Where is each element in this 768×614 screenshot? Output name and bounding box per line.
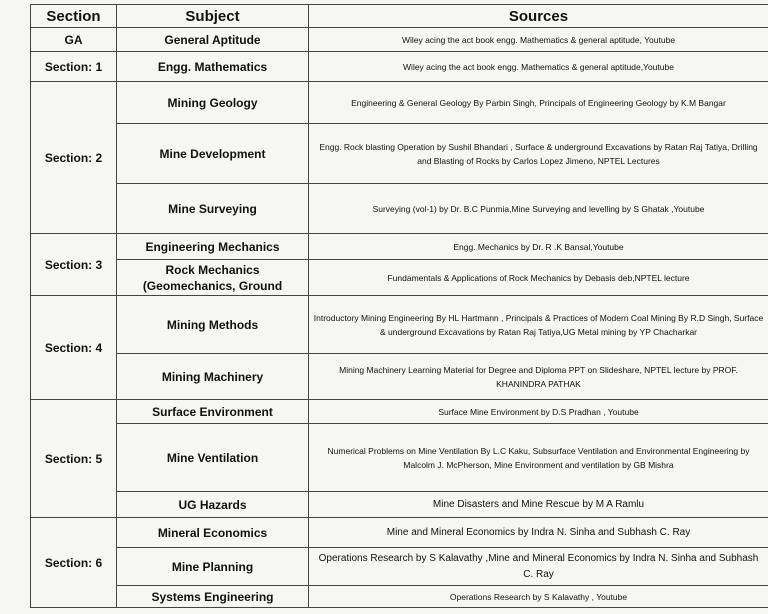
- subject-cell: Mining Geology: [117, 82, 309, 124]
- subject-cell: General Aptitude: [117, 28, 309, 52]
- header-row: [31, 5, 768, 28]
- subject-cell: Mining Machinery: [117, 354, 309, 400]
- source-cell: Engineering & General Geology By Parbin Singh, Principals of Engineering Geology by K.M Bangar: [309, 82, 768, 124]
- subject-cell: Engg. Mathematics: [117, 52, 309, 82]
- subject-cell: Mine Planning: [117, 548, 309, 586]
- table-row: [31, 586, 768, 608]
- section-cell: GA: [31, 28, 117, 52]
- subject-cell: Engineering Mechanics: [117, 234, 309, 260]
- table-row: [31, 548, 768, 586]
- table-row: [31, 518, 768, 548]
- subject-cell: Mine Surveying: [117, 184, 309, 234]
- source-cell: Numerical Problems on Mine Ventilation By L.C Kaku, Subsurface Ventilation and Environmental Engineering by Malcolm J. McPherson, Mine Environment and ventilation by GB Mishra: [309, 424, 768, 492]
- section-cell: Section: 5: [31, 400, 117, 518]
- subject-cell: Mineral Economics: [117, 518, 309, 548]
- section-cell: Section: 3: [31, 234, 117, 296]
- subject-header: Subject: [117, 5, 309, 28]
- source-cell: Surface Mine Environment by D.S Pradhan , Youtube: [309, 400, 768, 424]
- source-cell: Wiley acing the act book engg. Mathematics & general aptitude,Youtube: [309, 52, 768, 82]
- sources-header: Sources: [309, 5, 768, 28]
- subject-cell: Surface Environment: [117, 400, 309, 424]
- section-cell: Section: 1: [31, 52, 117, 82]
- table-row: [31, 296, 768, 354]
- source-cell: Wiley acing the act book engg. Mathematics & general aptitude, Youtube: [309, 28, 768, 52]
- subject-cell: Rock Mechanics (Geomechanics, Ground: [117, 260, 309, 296]
- source-cell: Operations Research by S Kalavathy , Youtube: [309, 586, 768, 608]
- source-cell: Engg. Mechanics by Dr. R .K Bansal,Youtube: [309, 234, 768, 260]
- source-cell: Engg. Rock blasting Operation by Sushil Bhandari , Surface & underground Excavations by Ratan Raj Tatiya, Drilling and Blasting of Rocks by Carlos Lopez Jimeno, NPTEL Lectures: [309, 124, 768, 184]
- source-cell: Mine Disasters and Mine Rescue by M A Ramlu: [309, 492, 768, 518]
- source-cell: Introductory Mining Engineering By HL Hartmann , Principals & Practices of Modern Coal Mining By R.D Singh, Surface & underground Excavations by Ratan Raj Tatiya,UG Metal mining by YP Chacharkar: [309, 296, 768, 354]
- section-cell: Section: 6: [31, 518, 117, 608]
- table-row: [31, 28, 768, 52]
- table-row: [31, 184, 768, 234]
- table-row: [31, 124, 768, 184]
- table-row: [31, 260, 768, 296]
- source-cell: Fundamentals & Applications of Rock Mechanics by Debasis deb,NPTEL lecture: [309, 260, 768, 296]
- source-cell: Surveying (vol-1) by Dr. B.C Punmia,Mine Surveying and levelling by S Ghatak ,Youtube: [309, 184, 768, 234]
- section-cell: Section: 4: [31, 296, 117, 400]
- source-cell: Mine and Mineral Economics by Indra N. Sinha and Subhash C. Ray: [309, 518, 768, 548]
- table-row: [31, 424, 768, 492]
- source-cell: Mining Machinery Learning Material for Degree and Diploma PPT on Slideshare, NPTEL lecture by PROF. KHANINDRA PATHAK: [309, 354, 768, 400]
- section-header: Section: [31, 5, 117, 28]
- subject-cell: Mining Methods: [117, 296, 309, 354]
- table-row: [31, 52, 768, 82]
- table-row: [31, 492, 768, 518]
- subject-cell: Mine Development: [117, 124, 309, 184]
- table-row: [31, 400, 768, 424]
- source-cell: Operations Research by S Kalavathy ,Mine and Mineral Economics by Indra N. Sinha and Subhash C. Ray: [309, 548, 768, 586]
- subject-cell: Systems Engineering: [117, 586, 309, 608]
- table-row: [31, 354, 768, 400]
- table-row: [31, 234, 768, 260]
- syllabus-sources-table: [30, 4, 768, 608]
- subject-cell: Mine Ventilation: [117, 424, 309, 492]
- section-cell: Section: 2: [31, 82, 117, 234]
- table-row: [31, 82, 768, 124]
- subject-cell: UG Hazards: [117, 492, 309, 518]
